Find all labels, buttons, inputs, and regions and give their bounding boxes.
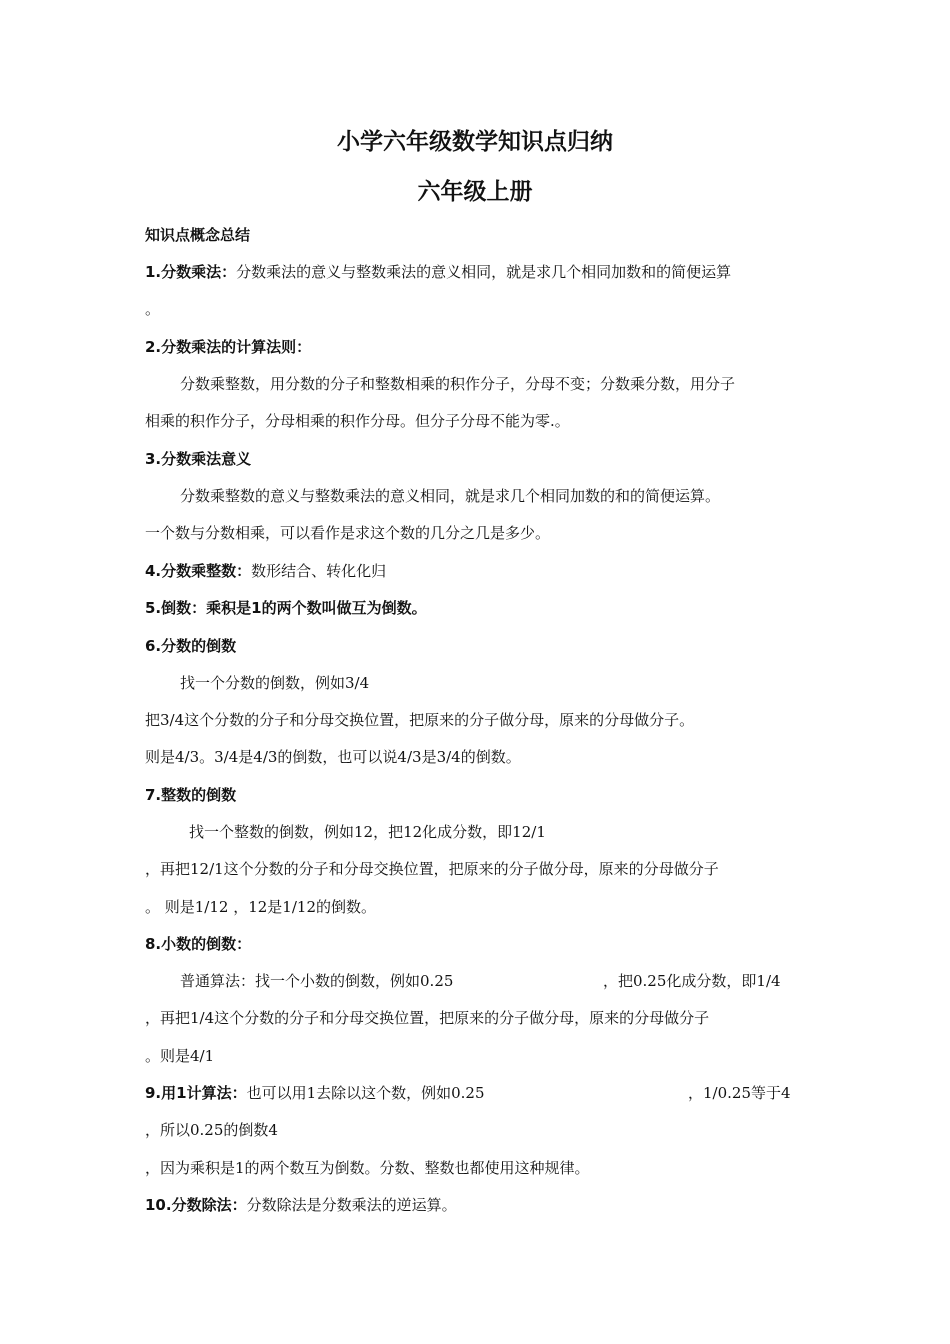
page-title: 小学六年级数学知识点归纳 — [337, 129, 613, 155]
item-1-continuation: 。 — [145, 300, 161, 318]
item-3-line-1: 分数乘整数的意义与整数乘法的意义相同，就是求几个相同加数的和的简便运算。 — [180, 487, 721, 505]
item-4 — [145, 561, 810, 581]
item-7-line-1: 找一个整数的倒数，例如12，把12化成分数，即12/1 — [189, 823, 546, 841]
item-1 — [145, 262, 810, 282]
item-9-line-3: ，因为乘积是1的两个数互为倒数。分数、整数也都使用这种规律。 — [145, 1159, 590, 1177]
item-9 — [145, 1083, 810, 1103]
item-3-heading: 3.分数乘法意义 — [145, 450, 252, 468]
item-8-line-1-right: ，把0.25化成分数，即1/4 — [603, 972, 781, 990]
item-7 — [145, 785, 810, 805]
item-6-line-1: 找一个分数的倒数，例如3/4 — [180, 674, 370, 692]
item-3-line-2: 一个数与分数相乘，可以看作是求这个数的几分之几是多少。 — [145, 524, 551, 542]
item-8 — [145, 934, 810, 954]
item-9-line-1-right: ，1/0.25等于4 — [688, 1084, 791, 1102]
item-5 — [145, 598, 810, 618]
item-7-line-2: ，再把12/1这个分数的分子和分母交换位置，把原来的分子做分母，原来的分母做分子 — [145, 860, 719, 878]
item-10-heading: 10.分数除法： — [145, 1196, 247, 1214]
item-10-text: 分数除法是分数乘法的逆运算。 — [246, 1196, 457, 1214]
item-1-text: 分数乘法的意义与整数乘法的意义相同，就是求几个相同加数和的简便运算 — [236, 263, 732, 281]
item-2 — [145, 337, 810, 357]
item-2-heading: 2.分数乘法的计算法则： — [145, 338, 312, 356]
item-8-line-2: ，再把1/4这个分数的分子和分母交换位置，把原来的分子做分母，原来的分母做分子 — [145, 1009, 710, 1027]
section-heading — [145, 225, 810, 245]
item-2-line-2: 相乘的积作分子，分母相乘的积作分母。但分子分母不能为零.。 — [145, 412, 570, 430]
item-9-line-2: ，所以0.25的倒数4 — [145, 1121, 278, 1139]
item-8-line-1 — [180, 971, 810, 991]
item-5-heading: 5.倒数：乘积是1的两个数叫做互为倒数。 — [145, 599, 427, 617]
item-4-heading: 4.分数乘整数： — [145, 562, 252, 580]
item-6-line-2: 把3/4这个分数的分子和分母交换位置，把原来的分子做分母，原来的分母做分子。 — [145, 711, 695, 729]
section-heading-text: 知识点概念总结 — [145, 226, 251, 244]
item-1-heading: 1.分数乘法： — [145, 263, 237, 281]
item-6-line-3: 则是4/3。3/4是4/3的倒数，也可以说4/3是3/4的倒数。 — [145, 748, 521, 766]
item-6-heading: 6.分数的倒数 — [145, 637, 237, 655]
item-7-heading: 7.整数的倒数 — [145, 786, 237, 804]
item-8-heading: 8.小数的倒数： — [145, 935, 252, 953]
item-9-line-1-left: 也可以用1去除以这个数，例如0.25 — [246, 1084, 485, 1102]
page-subtitle: 六年级上册 — [417, 179, 533, 205]
item-2-line-1: 分数乘整数，用分数的分子和整数相乘的积作分子，分母不变；分数乘分数，用分子 — [180, 375, 736, 393]
item-6 — [145, 636, 810, 656]
item-7-line-3: 。 则是1/12 ，12是1/12的倒数。 — [145, 898, 376, 916]
item-8-line-1-left: 普通算法：找一个小数的倒数，例如0.25 — [180, 972, 454, 990]
item-8-line-3: 。则是4/1 — [145, 1047, 215, 1065]
item-4-text: 数形结合、转化化归 — [251, 562, 387, 580]
item-10 — [145, 1195, 810, 1215]
item-3 — [145, 449, 810, 469]
item-9-heading: 9.用1计算法： — [145, 1084, 247, 1102]
